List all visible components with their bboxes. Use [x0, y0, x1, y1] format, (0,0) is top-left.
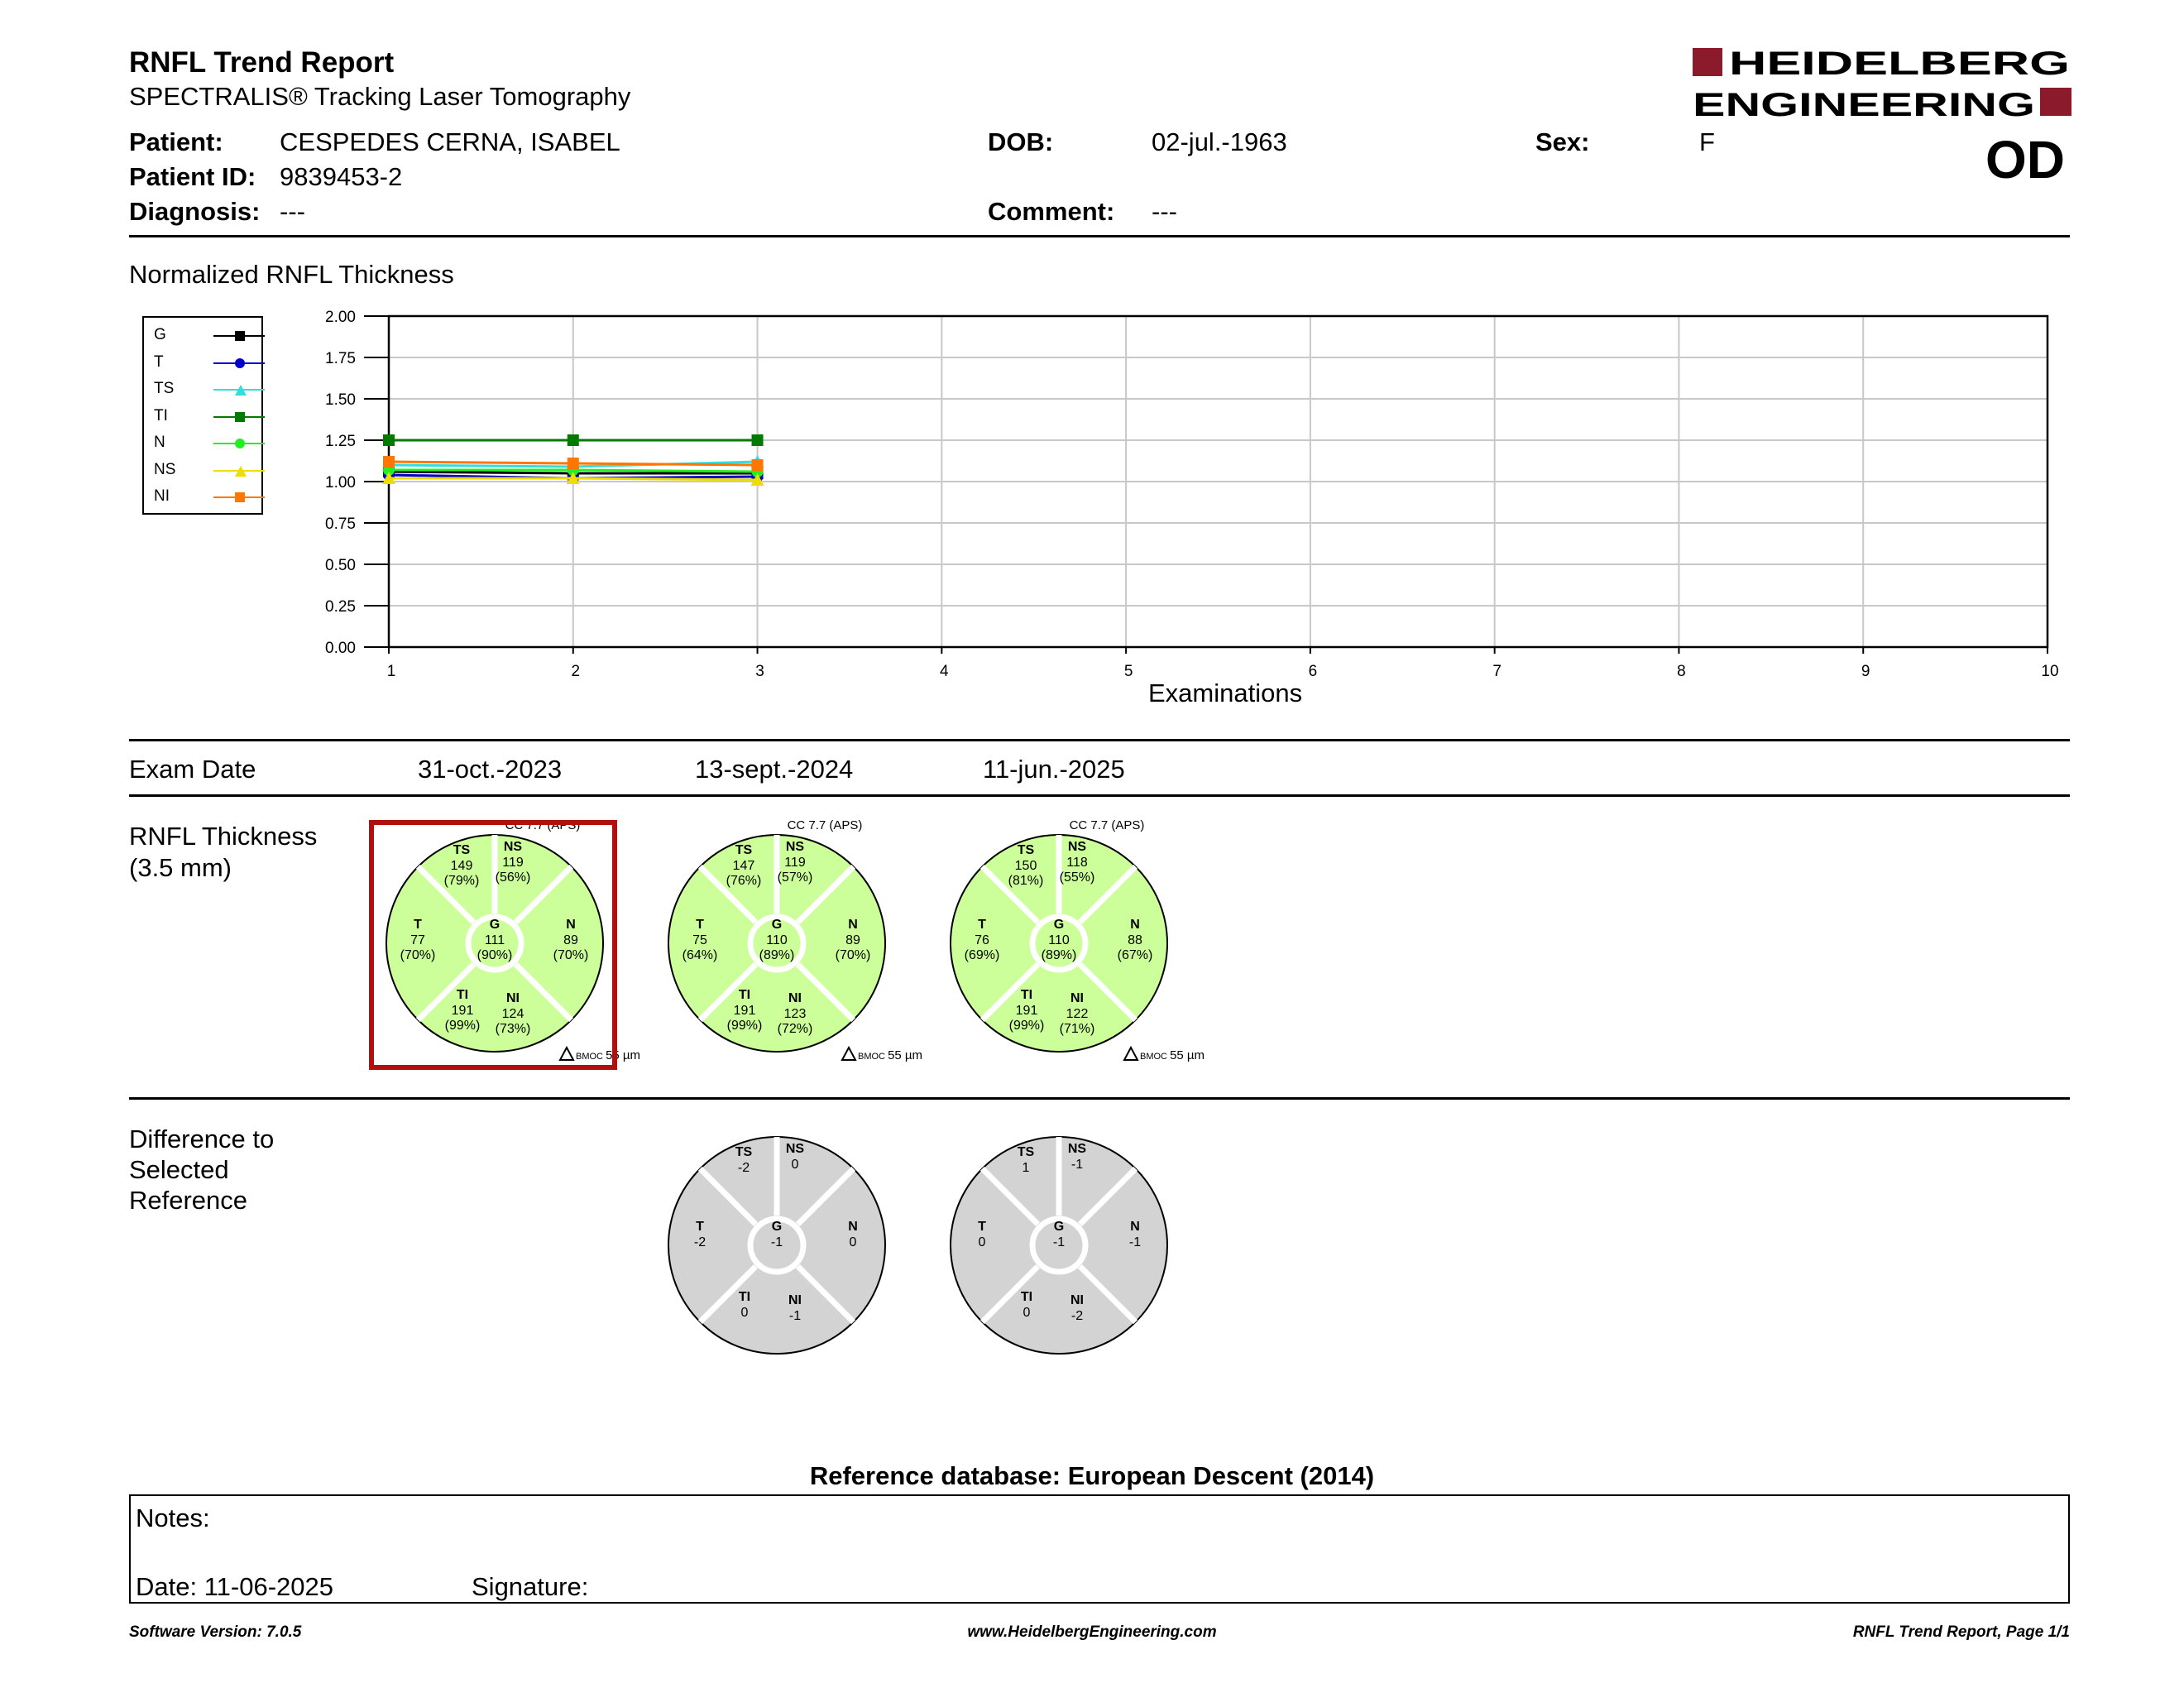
diagnosis-value: ---	[280, 197, 305, 226]
sector-value: 150	[1014, 859, 1037, 873]
y-tick-label: 1.75	[325, 350, 356, 367]
sector-name: TS	[1017, 1145, 1035, 1159]
brand-line2: ENGINEERING	[1693, 87, 2035, 123]
dob-label: DOB:	[988, 127, 1054, 156]
sector-name: N	[1130, 918, 1140, 932]
x-tick-label: 7	[1492, 663, 1502, 680]
sector-name: TI	[456, 988, 469, 1002]
sector-value: 0	[1023, 1306, 1031, 1320]
sector-percent: (55%)	[1059, 870, 1095, 885]
sector-value: 89	[845, 933, 860, 947]
patient-name: CESPEDES CERNA, ISABEL	[280, 127, 620, 156]
eye-indicator: OD	[1985, 130, 2065, 189]
sector-name: NS	[785, 1142, 805, 1156]
sector-percent: (56%)	[495, 870, 531, 885]
sector-name: NI	[1070, 1293, 1084, 1307]
sector-value: -1	[1052, 1235, 1066, 1249]
notes-label: Notes:	[136, 1503, 210, 1532]
x-tick-label: 1	[386, 663, 396, 680]
sector-percent: (73%)	[495, 1022, 531, 1036]
sector-percent: (70%)	[835, 948, 871, 962]
signature-date: Date: 11-06-2025	[136, 1572, 333, 1601]
sector-value: 123	[783, 1007, 807, 1021]
sector-value: 75	[692, 933, 707, 947]
sector-value: 118	[1066, 856, 1088, 870]
data-point	[383, 456, 395, 468]
diff-label-line1: Difference to	[129, 1125, 275, 1153]
y-tick-label: 1.00	[325, 474, 356, 492]
x-axis-label: Examinations	[1148, 679, 1303, 707]
heidelberg-logo	[1693, 46, 2071, 123]
series-ti	[383, 434, 764, 446]
legend-label: TS	[154, 380, 175, 397]
sector-value: 110	[1048, 933, 1070, 947]
header-divider	[129, 235, 2070, 237]
sex-value: F	[1699, 127, 1715, 156]
x-tick-label: 5	[1123, 663, 1133, 680]
sector-name: T	[696, 1220, 704, 1234]
y-tick-label: 0.25	[325, 598, 356, 616]
reference-database: Reference database: European Descent (2014)	[809, 1461, 1375, 1490]
sector-value: 1	[1022, 1161, 1030, 1175]
y-tick-label: 2.00	[325, 309, 356, 326]
sector-percent: (99%)	[726, 1019, 763, 1033]
legend-item-n	[151, 430, 258, 457]
sector-name: N	[566, 918, 576, 932]
data-point	[383, 434, 395, 446]
legend-label: NI	[154, 487, 170, 505]
sector-percent: (99%)	[444, 1019, 481, 1033]
sector-value: 191	[1015, 1004, 1038, 1018]
sector-value: 124	[501, 1007, 524, 1021]
rnfl-thickness-label	[129, 821, 317, 884]
patient-id-label: Patient ID:	[129, 162, 256, 191]
legend-label: T	[154, 352, 164, 371]
diff-label-line2: Selected	[129, 1155, 229, 1184]
data-point	[568, 434, 579, 446]
report-subtitle: SPECTRALIS® Tracking Laser Tomography	[129, 82, 631, 111]
sector-value: 0	[740, 1306, 749, 1320]
sector-name: T	[978, 918, 986, 932]
sector-value: 191	[733, 1004, 756, 1018]
sector-percent: (72%)	[777, 1022, 813, 1036]
sector-name: NI	[506, 991, 520, 1005]
data-point	[568, 458, 579, 469]
sector-name: TS	[1017, 843, 1035, 857]
y-tick-label: 1.25	[325, 433, 356, 450]
chart-divider	[129, 739, 2070, 741]
page-info: RNFL Trend Report, Page 1/1	[1852, 1623, 2070, 1641]
sector-name: TS	[453, 843, 471, 857]
sector-name: NS	[503, 840, 523, 854]
sector-name: NS	[785, 840, 805, 854]
cc-label: CC 7.7 (APS)	[505, 818, 581, 832]
sector-value: 0	[978, 1235, 986, 1249]
sector-value: -1	[1128, 1235, 1142, 1249]
bmoc-label: BMOC 55 µm	[576, 1048, 641, 1062]
sector-percent: (70%)	[553, 948, 589, 962]
dob-value: 02-jul.-1963	[1152, 127, 1287, 156]
sector-value: 77	[410, 933, 425, 947]
chart-legend	[142, 316, 263, 515]
chart-grid	[325, 309, 2059, 680]
sector-value: 119	[502, 856, 524, 870]
rnfl-circle-2	[653, 818, 923, 1067]
sector-name: N	[848, 918, 858, 932]
sector-name: T	[414, 918, 422, 932]
x-tick-label: 4	[940, 663, 949, 680]
sector-name: T	[978, 1220, 986, 1234]
legend-marker	[235, 492, 245, 502]
sector-value: -2	[737, 1161, 750, 1175]
report-title: RNFL Trend Report	[129, 46, 395, 79]
legend-marker	[235, 439, 245, 448]
sector-percent: (57%)	[777, 870, 813, 885]
sector-percent: (64%)	[682, 948, 718, 962]
sector-percent: (81%)	[1008, 874, 1044, 888]
sector-value: 122	[1066, 1007, 1089, 1021]
y-tick-label: 0.00	[325, 640, 356, 657]
sector-value: 110	[766, 933, 788, 947]
cc-label: CC 7.7 (APS)	[1069, 818, 1145, 832]
sector-value: 88	[1128, 933, 1142, 947]
sector-name: TI	[1020, 988, 1033, 1002]
sector-name: G	[1053, 918, 1065, 932]
sector-value: 111	[484, 933, 505, 947]
signature-label: Signature:	[472, 1572, 589, 1601]
sector-name: G	[771, 918, 783, 932]
delta-icon	[1124, 1048, 1138, 1060]
legend-item-ts	[151, 376, 258, 403]
difference-label	[129, 1124, 274, 1216]
chart-title: Normalized RNFL Thickness	[129, 260, 454, 289]
sector-value: -1	[1070, 1158, 1084, 1172]
sector-value: -1	[770, 1235, 783, 1249]
sector-name: G	[771, 1220, 783, 1234]
sector-value: 89	[563, 933, 578, 947]
comment-label: Comment:	[988, 197, 1115, 226]
rnfl-label-line2: (3.5 mm)	[129, 853, 232, 882]
sector-name: TS	[735, 1145, 753, 1159]
exam-date-3: 11-jun.-2025	[983, 755, 1125, 784]
difference-circle-1	[653, 1121, 901, 1369]
sector-value: -2	[693, 1235, 706, 1249]
difference-circle-2	[935, 1121, 1183, 1369]
sector-name: NI	[788, 1293, 802, 1307]
sector-name: N	[848, 1220, 858, 1234]
comment-value: ---	[1152, 197, 1177, 226]
legend-item-t	[151, 350, 258, 376]
sector-percent: (76%)	[726, 874, 762, 888]
selected-reference-frame	[369, 820, 617, 1070]
sex-label: Sex:	[1535, 127, 1590, 156]
legend-marker	[235, 358, 245, 368]
sector-percent: (67%)	[1117, 948, 1153, 962]
sector-value: 76	[975, 933, 989, 947]
sector-value: -1	[788, 1309, 802, 1323]
diff-label-line3: Reference	[129, 1186, 248, 1215]
legend-label: N	[154, 434, 165, 451]
x-tick-label: 8	[1677, 663, 1686, 680]
sector-name: T	[696, 918, 704, 932]
brand-line1: HEIDELBERG	[1729, 46, 2070, 82]
sector-name: NS	[1067, 1142, 1087, 1156]
y-tick-label: 0.50	[325, 557, 356, 574]
patient-id: 9839453-2	[280, 162, 403, 191]
data-point	[752, 459, 764, 471]
sector-name: TS	[735, 843, 753, 857]
x-tick-label: 2	[571, 663, 581, 680]
legend-label: TI	[154, 406, 168, 424]
sector-percent: (89%)	[1041, 948, 1077, 962]
cc-label: CC 7.7 (APS)	[787, 818, 863, 832]
bmoc-label: BMOC 55 µm	[1140, 1048, 1205, 1062]
sector-percent: (69%)	[964, 948, 1000, 962]
legend-label: NS	[154, 460, 176, 478]
sector-value: 0	[791, 1158, 799, 1172]
sector-name: N	[1130, 1220, 1140, 1234]
legend-marker	[235, 331, 245, 341]
sector-name: TI	[738, 988, 751, 1002]
legend-label: G	[154, 326, 166, 343]
sector-percent: (71%)	[1059, 1022, 1095, 1036]
sector-name: TI	[1020, 1290, 1033, 1304]
sector-value: 119	[784, 856, 806, 870]
bmoc-label: BMOC 55 µm	[858, 1048, 923, 1062]
sector-value: 191	[451, 1004, 474, 1018]
website: www.HeidelbergEngineering.com	[967, 1623, 1217, 1641]
sector-percent: (79%)	[443, 874, 480, 888]
exam-date-1: 31-oct.-2023	[418, 755, 563, 784]
dates-divider	[129, 794, 2070, 797]
sector-percent: (89%)	[759, 948, 795, 962]
sector-percent: (90%)	[477, 948, 513, 962]
x-tick-label: 3	[755, 663, 764, 680]
sector-value: 149	[450, 859, 473, 873]
x-tick-label: 6	[1308, 663, 1318, 680]
sector-value: -2	[1070, 1309, 1084, 1323]
legend-item-ns	[151, 458, 258, 484]
y-tick-label: 0.75	[325, 516, 356, 533]
sector-name: G	[489, 918, 500, 932]
legend-item-ti	[151, 404, 258, 430]
patient-label: Patient:	[129, 127, 223, 156]
sector-name: NI	[788, 991, 802, 1005]
rnfl-label-line1: RNFL Thickness	[129, 822, 318, 851]
delta-icon	[842, 1048, 855, 1060]
legend-marker	[235, 466, 247, 477]
legend-item-g	[151, 323, 258, 349]
sector-percent: (70%)	[400, 948, 436, 962]
sector-percent: (99%)	[1008, 1019, 1045, 1033]
diagnosis-label: Diagnosis:	[129, 197, 261, 226]
sector-value: 147	[732, 859, 755, 873]
x-tick-label: 10	[2041, 663, 2059, 680]
sector-name: G	[1053, 1220, 1065, 1234]
series-ni	[383, 456, 764, 471]
legend-marker	[235, 385, 247, 396]
x-tick-label: 9	[1861, 663, 1870, 680]
sector-name: NS	[1067, 840, 1087, 854]
rnfl-circle-3	[935, 818, 1205, 1067]
legend-marker	[235, 412, 245, 422]
exam-date-2: 13-sept.-2024	[695, 755, 854, 784]
sector-name: NI	[1070, 991, 1084, 1005]
sector-name: TI	[738, 1290, 751, 1304]
sector-value: 0	[849, 1235, 857, 1249]
trend-chart	[281, 298, 2060, 687]
exam-date-label: Exam Date	[129, 755, 256, 784]
legend-item-ni	[151, 484, 258, 511]
notes-box	[129, 1494, 2070, 1604]
rnfl-divider	[129, 1097, 2070, 1100]
y-tick-label: 1.50	[325, 391, 356, 409]
software-version: Software Version: 7.0.5	[129, 1623, 302, 1641]
data-point	[752, 434, 764, 446]
